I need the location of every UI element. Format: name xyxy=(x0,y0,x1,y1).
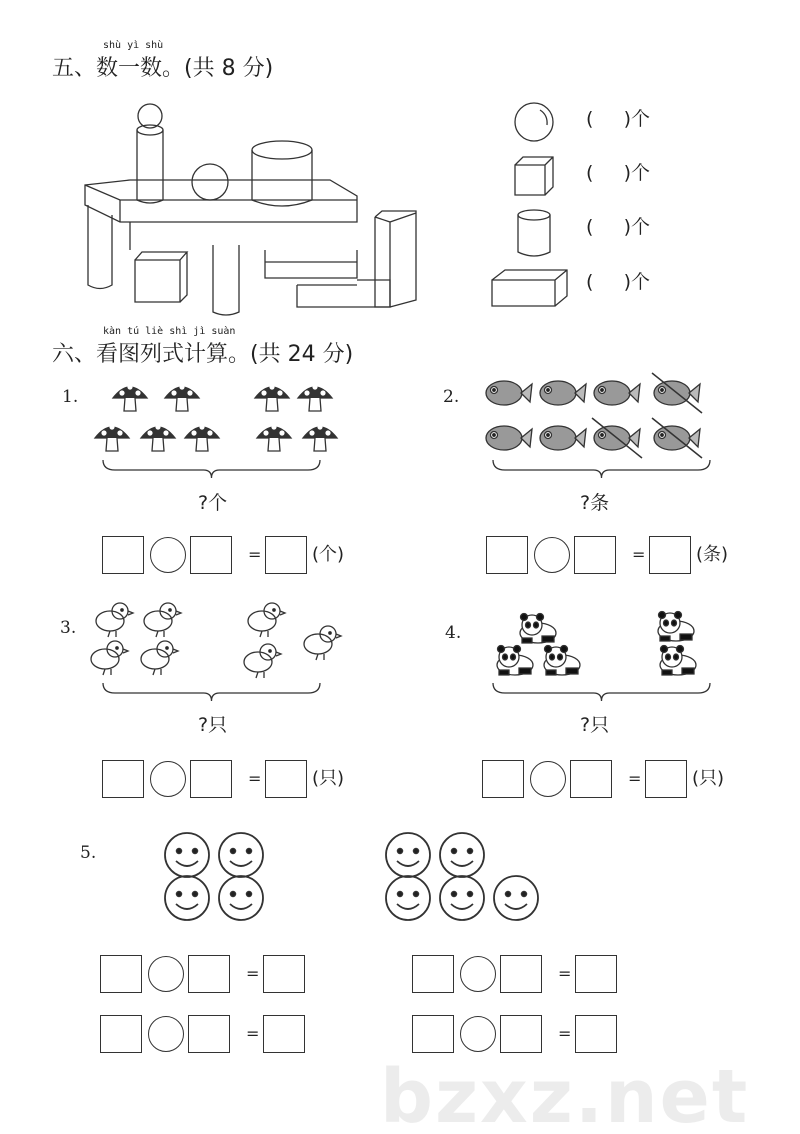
chick-icon xyxy=(141,641,178,675)
answer-box[interactable] xyxy=(100,955,142,993)
answer-box[interactable] xyxy=(575,955,617,993)
panda-icon xyxy=(658,612,694,642)
operator-circle[interactable] xyxy=(460,1016,496,1052)
panda-icon xyxy=(497,646,533,676)
equals-sign: = xyxy=(628,769,642,788)
mushroom-icon xyxy=(95,424,129,451)
operator-circle[interactable] xyxy=(148,1016,184,1052)
section6-title: 六、看图列式计算。(共 24 分) xyxy=(52,342,354,367)
answer-box[interactable] xyxy=(102,760,144,798)
panda-icon xyxy=(660,646,696,676)
chick-icon xyxy=(91,641,128,675)
equals-sign: = xyxy=(248,545,262,564)
answer-box[interactable] xyxy=(265,760,307,798)
fish-icon xyxy=(652,418,702,458)
operator-circle[interactable] xyxy=(148,956,184,992)
watermark: bzxz.net xyxy=(380,1054,750,1134)
answer-box[interactable] xyxy=(263,1015,305,1053)
problem1-unit: (个) xyxy=(312,544,345,565)
problem4-question: ?只 xyxy=(580,714,610,736)
equals-sign: = xyxy=(558,964,572,983)
section5-title: 五、数一数。(共 8 分) xyxy=(52,56,274,81)
answer-box[interactable] xyxy=(570,760,612,798)
answer-box[interactable] xyxy=(574,536,616,574)
mushroom-icon xyxy=(298,384,332,411)
answer-box[interactable] xyxy=(188,1015,230,1053)
fish-icon xyxy=(592,418,642,458)
equals-sign: = xyxy=(246,964,260,983)
problem2-label: 2. xyxy=(443,387,460,407)
mushroom-icon xyxy=(141,424,175,451)
chick-icon xyxy=(248,603,285,637)
fish-icon xyxy=(540,381,586,405)
blocks-scene-icon xyxy=(85,104,416,315)
operator-circle[interactable] xyxy=(530,761,566,797)
brace-icon xyxy=(103,683,320,701)
smiley-icon xyxy=(219,833,263,877)
operator-circle[interactable] xyxy=(534,537,570,573)
problem3-unit: (只) xyxy=(312,768,345,789)
answer-box[interactable] xyxy=(100,1015,142,1053)
brace-icon xyxy=(493,460,710,478)
problem4-label: 4. xyxy=(445,623,462,643)
smiley-icon xyxy=(386,876,430,920)
cuboid-icon xyxy=(492,270,567,306)
brace-icon xyxy=(103,460,320,478)
answer-box[interactable] xyxy=(190,760,232,798)
brace-icon xyxy=(493,683,710,701)
section6-pinyin: kàn tú liè shì jì suàn xyxy=(103,326,236,337)
smiley-icon xyxy=(494,876,538,920)
equals-sign: = xyxy=(558,1024,572,1043)
problem1-label: 1. xyxy=(62,387,79,407)
chick-icon xyxy=(304,626,341,660)
operator-circle[interactable] xyxy=(150,537,186,573)
equals-sign: = xyxy=(632,545,646,564)
answer-box[interactable] xyxy=(500,1015,542,1053)
cuboid-answer: ( )个 xyxy=(586,271,651,293)
cube-answer: ( )个 xyxy=(586,162,651,184)
fish-icon xyxy=(486,381,532,405)
smiley-icon xyxy=(165,833,209,877)
chick-icon xyxy=(96,603,133,637)
mushroom-icon xyxy=(185,424,219,451)
cube-icon xyxy=(515,157,553,195)
answer-box[interactable] xyxy=(645,760,687,798)
sphere-answer: ( )个 xyxy=(586,108,651,130)
problem4-unit: (只) xyxy=(692,768,725,789)
chick-icon xyxy=(144,603,181,637)
problem3-question: ?只 xyxy=(198,714,228,736)
answer-box[interactable] xyxy=(190,536,232,574)
mushroom-icon xyxy=(303,424,337,451)
mushroom-icon xyxy=(257,424,291,451)
mushroom-icon xyxy=(255,384,289,411)
section5-pinyin: shù yì shù xyxy=(103,40,164,51)
problem2-question: ?条 xyxy=(580,492,610,514)
answer-box[interactable] xyxy=(102,536,144,574)
problem3-label: 3. xyxy=(60,618,77,638)
mushroom-icon xyxy=(165,384,199,411)
answer-box[interactable] xyxy=(412,1015,454,1053)
sphere-icon xyxy=(515,103,553,141)
answer-box[interactable] xyxy=(649,536,691,574)
equals-sign: = xyxy=(246,1024,260,1043)
answer-box[interactable] xyxy=(412,955,454,993)
answer-box[interactable] xyxy=(265,536,307,574)
cylinder-icon xyxy=(518,210,550,256)
fish-icon xyxy=(540,426,586,450)
answer-box[interactable] xyxy=(500,955,542,993)
problem1-question: ?个 xyxy=(198,492,228,514)
cylinder-answer: ( )个 xyxy=(586,216,651,238)
smiley-icon xyxy=(219,876,263,920)
smiley-icon xyxy=(440,833,484,877)
operator-circle[interactable] xyxy=(150,761,186,797)
problem2-unit: (条) xyxy=(696,544,729,565)
answer-box[interactable] xyxy=(263,955,305,993)
panda-icon xyxy=(520,614,556,644)
problem5-label: 5. xyxy=(80,843,97,863)
answer-box[interactable] xyxy=(486,536,528,574)
panda-icon xyxy=(544,646,580,676)
fish-icon xyxy=(652,373,702,413)
fish-icon xyxy=(486,426,532,450)
chick-icon xyxy=(244,644,281,678)
equals-sign: = xyxy=(248,769,262,788)
answer-box[interactable] xyxy=(188,955,230,993)
fish-icon xyxy=(594,381,640,405)
smiley-icon xyxy=(440,876,484,920)
answer-box[interactable] xyxy=(482,760,524,798)
operator-circle[interactable] xyxy=(460,956,496,992)
answer-box[interactable] xyxy=(575,1015,617,1053)
smiley-icon xyxy=(165,876,209,920)
smiley-icon xyxy=(386,833,430,877)
mushroom-icon xyxy=(113,384,147,411)
